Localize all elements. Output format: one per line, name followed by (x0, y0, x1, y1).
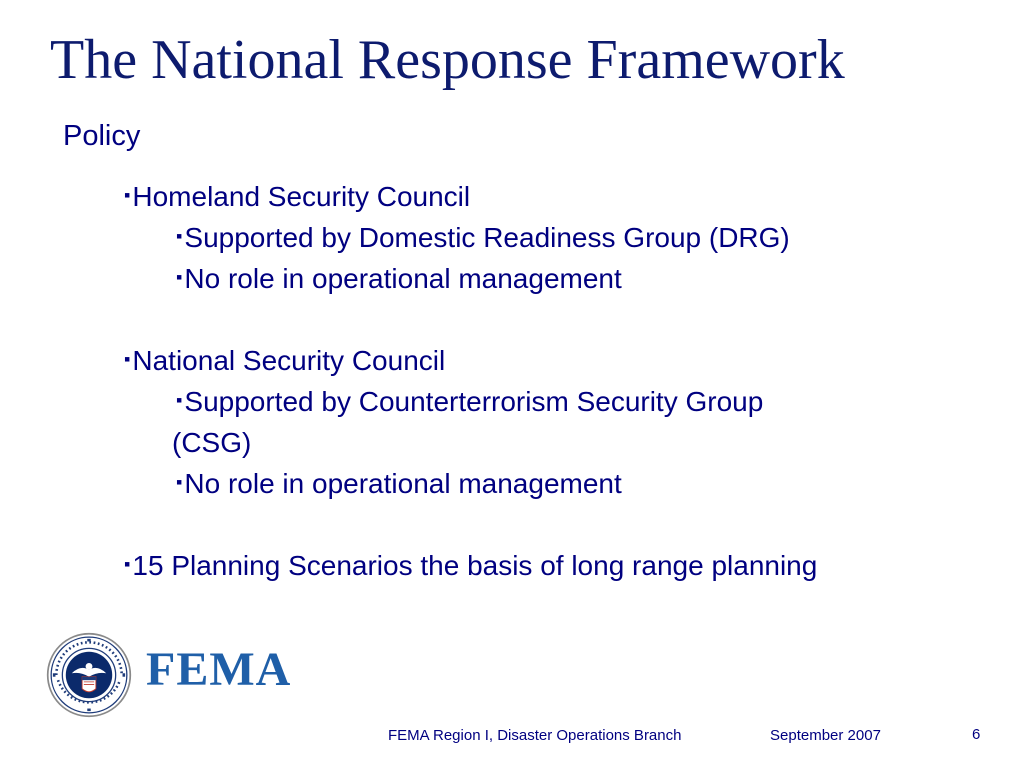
bullet-item (124, 180, 470, 217)
bullet-text: No role in operational management (184, 263, 622, 294)
footer-date: September 2007 (770, 727, 881, 744)
page-number: 6 (972, 726, 981, 743)
bullet-icon: ▪ (176, 472, 183, 492)
bullet-icon: ▪ (124, 185, 131, 205)
sub-bullet-item (176, 262, 622, 299)
bullet-icon: ▪ (176, 226, 183, 246)
bullet-icon: ▪ (124, 554, 131, 574)
bullet-item (124, 549, 817, 586)
fema-logo-wordmark: FEMA (146, 643, 292, 696)
bullet-text: Homeland Security Council (132, 181, 471, 212)
dhs-seal-icon (46, 632, 132, 718)
bullet-text: No role in operational management (184, 468, 622, 499)
bullet-icon: ▪ (176, 390, 183, 410)
bullet-text: National Security Council (132, 345, 446, 376)
bullet-item (124, 344, 445, 381)
bullet-text: Supported by Counterterrorism Security Group (184, 386, 764, 417)
sub-bullet-item (176, 467, 622, 504)
bullet-continuation: (CSG) (172, 427, 252, 458)
footer-org: FEMA Region I, Disaster Operations Branch (388, 727, 682, 744)
bullet-icon: ▪ (124, 349, 131, 369)
bullet-icon: ▪ (176, 267, 183, 287)
sub-bullet-item (176, 221, 790, 258)
sub-bullet-item (176, 385, 763, 422)
bullet-text: 15 Planning Scenarios the basis of long range planning (132, 550, 818, 581)
bullet-text: Supported by Domestic Readiness Group (DRG) (184, 222, 790, 253)
slide-title: The National Response Framework (50, 29, 845, 91)
slide-subtitle: Policy (63, 120, 141, 152)
